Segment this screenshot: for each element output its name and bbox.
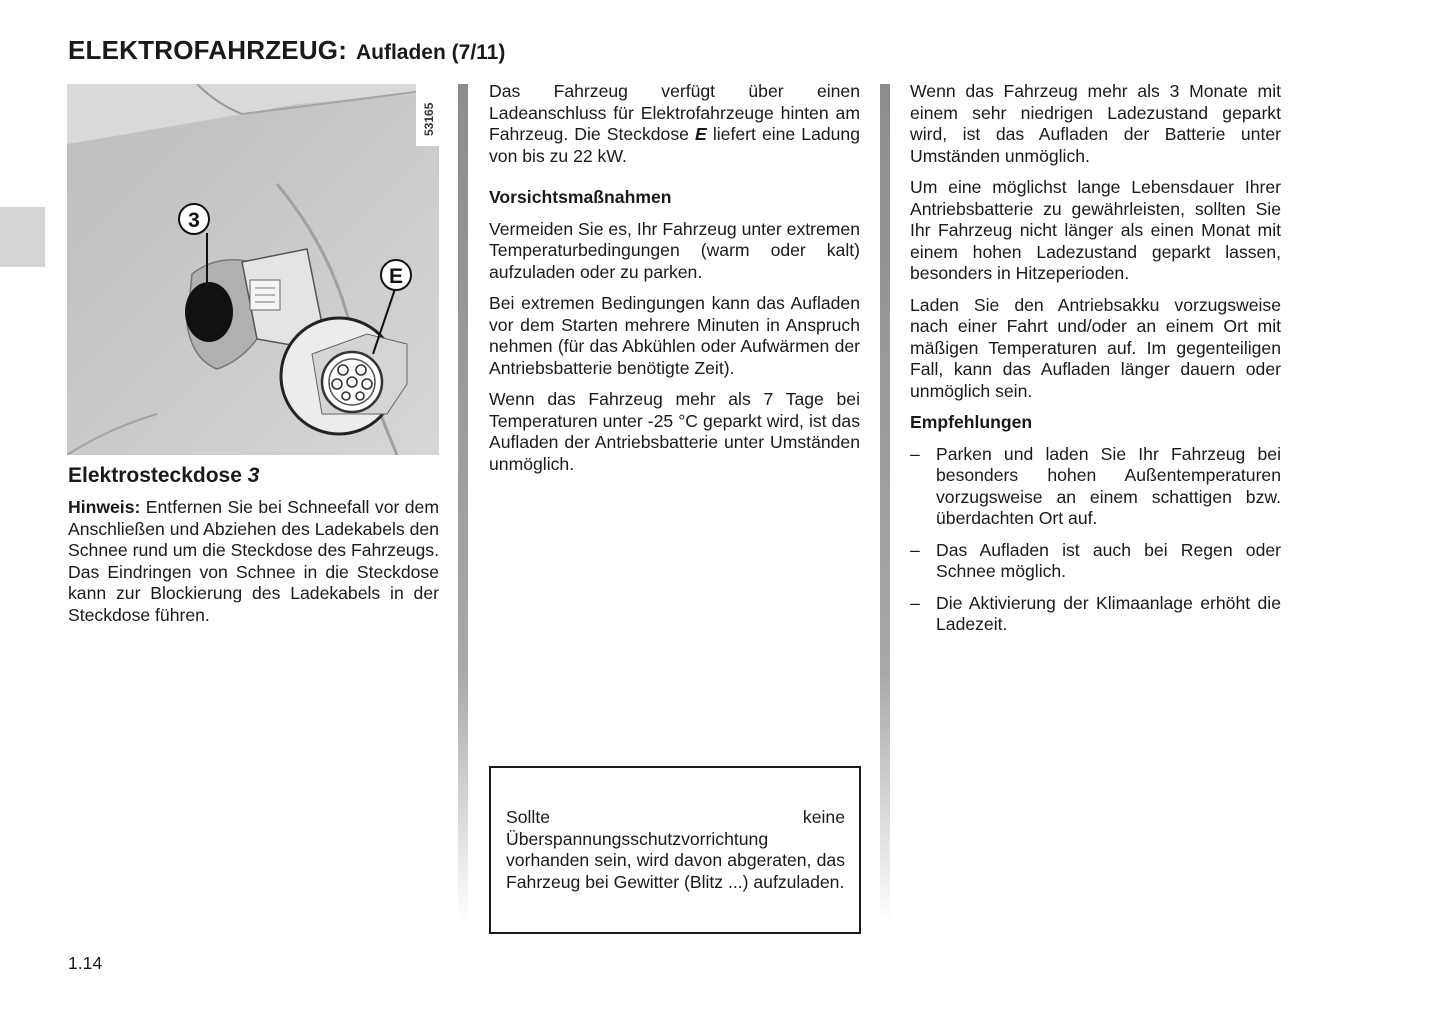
- surge-protection-warning-text: Sollte keine Überspannungsschutzvorrichtung vorhanden sein, wird davon abgeraten, das Fahrzeug bei Gewitter (Blitz ...) aufzuladen.: [506, 807, 845, 892]
- snow-note-text: Entfernen Sie bei Schneefall vor dem Anschließen und Abziehen des Ladekabels den Schnee rund um die Steckdose des Fahrzeugs. Das Eindringen von Schnee in die Steckdose kann zur Blockierung des Ladekabels in der Steckdose führen.: [68, 497, 439, 625]
- column-left: [68, 463, 439, 636]
- socket-heading-text: Elektrosteckdose: [68, 464, 248, 487]
- battery-paragraph: Wenn das Fahrzeug mehr als 3 Monate mit einem sehr niedrigen Ladezustand geparkt wird, ist das Aufladen der Batterie unter Umständen unmöglich.: [910, 81, 1281, 166]
- charging-socket-illustration: [67, 84, 439, 455]
- snow-note-label: Hinweis:: [68, 497, 141, 517]
- socket-heading-ref: 3: [247, 464, 260, 487]
- column-right: [910, 81, 1281, 646]
- snow-note: [68, 497, 439, 626]
- column-middle: [489, 81, 860, 485]
- list-item: – Parken und laden Sie Ihr Fahrzeug bei besonders hohen Außentemperaturen vorzugsweise an einem schattigen bzw. überdachten Ort auf.: [910, 444, 1281, 530]
- precaution-paragraph: Wenn das Fahrzeug mehr als 7 Tage bei Temperaturen unter -25 °C geparkt wird, ist das Aufladen der Antriebsbatterie unter Umständen unmöglich.: [489, 389, 860, 474]
- page-title: [68, 30, 505, 67]
- chapter-tab: [0, 207, 45, 267]
- page-number: 1.14: [68, 953, 103, 973]
- page-title-sub: Aufladen (7/11): [355, 41, 506, 64]
- socket-heading: [68, 463, 439, 489]
- column-divider-right: [880, 84, 890, 924]
- precaution-paragraph: Vermeiden Sie es, Ihr Fahrzeug unter extremen Temperaturbedingungen (warm oder kalt) aufzuladen oder zu parken.: [489, 218, 860, 282]
- list-item: – Die Aktivierung der Klimaanlage erhöht die Ladezeit.: [910, 593, 1281, 636]
- column-divider-left: [458, 84, 468, 924]
- battery-paragraph: Laden Sie den Antriebsakku vorzugsweise nach einer Fahrt und/oder an einem Ort mit mäßigen Temperaturen auf. Im gegenteiligen Fall, kann das Aufladen länger dauern oder unmöglich sein.: [910, 294, 1281, 401]
- intro-text-b: liefert eine Ladung von bis zu 22 kW.: [489, 124, 860, 166]
- intro-ref-e: E: [695, 124, 707, 144]
- precautions-heading: Vorsichtsmaßnahmen: [489, 187, 672, 207]
- precaution-paragraph: Bei extremen Bedingungen kann das Aufladen vor dem Starten mehrere Minuten in Anspruch nehmen (für das Abkühlen oder Aufwärmen der Antriebsbatterie benötigte Zeit).: [489, 293, 860, 378]
- callout-e: E: [388, 265, 404, 288]
- surge-protection-warning-box: [489, 766, 861, 934]
- page-title-main: ELEKTROFAHRZEUG:: [68, 35, 348, 65]
- battery-paragraph: Um eine möglichst lange Lebensdauer Ihrer Antriebsbatterie zu gewährleisten, sollten Sie Ihr Fahrzeug nicht länger als einen Monat mit einem hohen Ladezustand geparkt lassen, besonders in Hitzeperioden.: [910, 177, 1281, 283]
- list-item: – Das Aufladen ist auch bei Regen oder Schnee möglich.: [910, 540, 1281, 583]
- recommendations-heading: Empfehlungen: [910, 412, 1033, 432]
- callout-3: 3: [188, 209, 200, 232]
- intro-text-a: Das Fahrzeug verfügt über einen Ladeanschluss für Elektrofahrzeuge hinten am Fahrzeug. Die Steckdose: [489, 81, 860, 144]
- recommendations-list: [910, 444, 1281, 636]
- intro-paragraph: [489, 81, 860, 167]
- image-number: 53165: [422, 102, 436, 136]
- charging-socket-drawing: [67, 84, 439, 455]
